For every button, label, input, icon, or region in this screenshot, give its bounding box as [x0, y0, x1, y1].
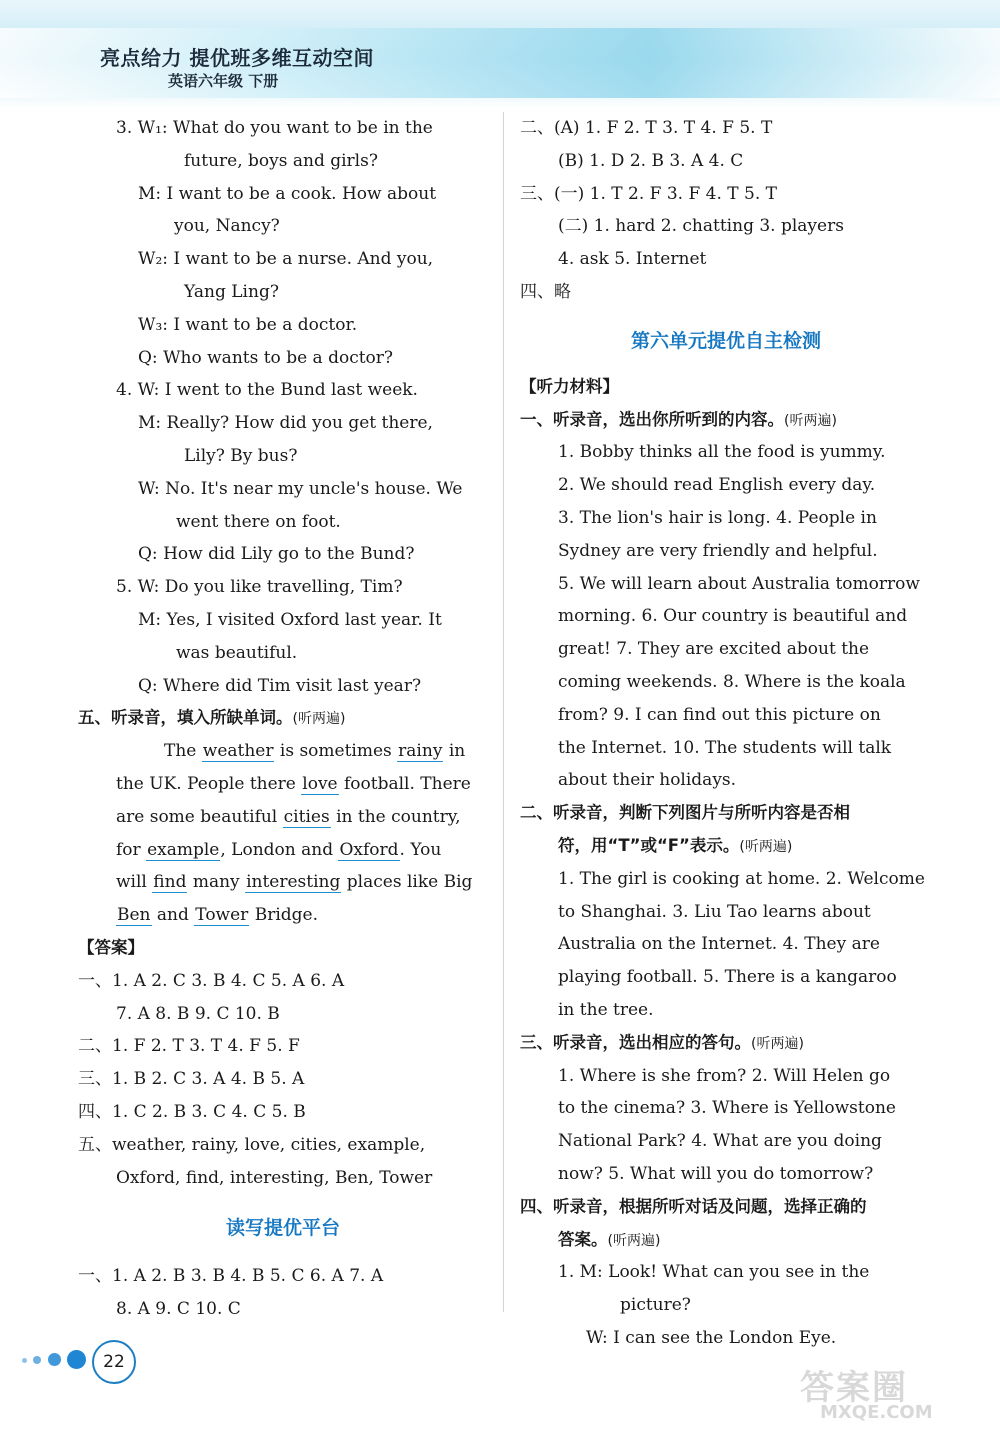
- decor-dot: [22, 1358, 27, 1363]
- text-line: the Internet. 10. The students will talk: [558, 737, 892, 758]
- passage-line: [78, 834, 488, 867]
- answer-line: (二) 1. hard 2. chatting 3. players: [558, 216, 844, 237]
- page-header: [0, 0, 1000, 108]
- section-note: (听两遍): [784, 412, 837, 429]
- answer-word: weather: [202, 741, 274, 762]
- answer-word: Tower: [195, 905, 249, 926]
- decor-dot: [33, 1356, 41, 1364]
- watermark-url: MXQE.COM: [820, 1402, 933, 1423]
- text-line: National Park? 4. What are you doing: [558, 1131, 882, 1152]
- section-heading-text: 一、听录音，选出你所听到的内容。: [520, 409, 784, 429]
- passage-text: , London and: [220, 839, 339, 860]
- section-heading: [520, 1224, 932, 1257]
- listening-tag: 【听力材料】: [520, 376, 619, 396]
- text-line: from? 9. I can find out this picture on: [558, 704, 881, 725]
- passage-text: in: [443, 741, 466, 762]
- text-line: Yang Ling?: [184, 281, 279, 302]
- text-line: W₂: I want to be a nurse. And you,: [138, 249, 434, 270]
- answer-word: Ben: [117, 905, 151, 926]
- section-heading-text: 三、听录音，选出相应的答句。: [520, 1032, 751, 1052]
- answer-line: 一、1. A 2. C 3. B 4. C 5. A 6. A: [78, 970, 345, 991]
- answer-line: 7. A 8. B 9. C 10. B: [116, 1003, 280, 1024]
- answer-line: Oxford, find, interesting, Ben, Tower: [116, 1167, 433, 1188]
- passage-line: [78, 899, 488, 932]
- text-line: Q: Where did Tim visit last year?: [138, 675, 422, 696]
- section-heading: [520, 1027, 932, 1060]
- section-heading: [78, 702, 488, 735]
- answer-word: rainy: [398, 741, 443, 762]
- text-line: Q: How did Lily go to the Bund?: [138, 544, 415, 565]
- answer-line: 三、1. B 2. C 3. A 4. B 5. A: [78, 1069, 305, 1090]
- passage-line: [78, 866, 488, 899]
- answers-tag: 【答案】: [78, 937, 144, 957]
- answer-line: 一、1. A 2. B 3. B 4. B 5. C 6. A 7. A: [78, 1266, 384, 1287]
- section-heading: 二、听录音，判断下列图片与所听内容是否相: [520, 803, 850, 823]
- text-line: was beautiful.: [176, 642, 298, 663]
- answer-line: 二、(A) 1. F 2. T 3. T 4. F 5. T: [520, 118, 773, 138]
- text-line: coming weekends. 8. Where is the koala: [558, 671, 906, 692]
- passage-line: [78, 801, 488, 834]
- text-line: playing football. 5. There is a kangaroo: [558, 967, 897, 988]
- text-line: future, boys and girls?: [184, 150, 378, 171]
- answer-word: Oxford: [339, 839, 399, 860]
- watermark-logo: 答案圈: [800, 1368, 908, 1408]
- header-title: 亮点给力 提优班多维互动空间: [100, 46, 374, 70]
- section-note: (听两遍): [751, 1035, 804, 1052]
- answer-line: 8. A 9. C 10. C: [116, 1299, 241, 1320]
- text-line: W: No. It's near my uncle's house. We: [138, 478, 463, 499]
- section-heading-text: 答案。: [558, 1229, 608, 1249]
- answer-line: 五、weather, rainy, love, cities, example,: [78, 1134, 426, 1155]
- answer-line: 四、略: [520, 281, 571, 302]
- text-line: M: Really? How did you get there,: [138, 413, 433, 434]
- answer-line: 四、1. C 2. B 3. C 4. C 5. B: [78, 1101, 306, 1122]
- text-line: you, Nancy?: [174, 216, 280, 237]
- page-number: 22: [92, 1340, 136, 1384]
- text-line: morning. 6. Our country is beautiful and: [558, 606, 908, 627]
- decor-dot: [48, 1353, 61, 1366]
- watermark: [800, 1360, 990, 1430]
- text-line: 3. The lion's hair is long. 4. People in: [558, 507, 877, 528]
- answer-line: 4. ask 5. Internet: [558, 249, 707, 270]
- text-line: in the tree.: [558, 999, 654, 1020]
- passage-text: places like Big: [341, 872, 473, 893]
- header-subtitle: 英语六年级 下册: [168, 72, 279, 90]
- text-line: 3. W₁: What do you want to be in the: [116, 118, 433, 138]
- left-column: [78, 112, 488, 1326]
- answer-word: find: [153, 872, 187, 893]
- passage-text: The: [164, 741, 202, 762]
- text-line: Australia on the Internet. 4. They are: [558, 934, 880, 955]
- section-note: (听两遍): [292, 711, 346, 728]
- text-line: 1. Bobby thinks all the food is yummy.: [558, 442, 886, 463]
- answer-line: 二、1. F 2. T 3. T 4. F 5. F: [78, 1036, 300, 1057]
- passage-line: [78, 768, 488, 801]
- passage-text: . You: [399, 839, 442, 860]
- text-line: now? 5. What will you do tomorrow?: [558, 1163, 874, 1184]
- right-column: [520, 112, 932, 1355]
- text-line: about their holidays.: [558, 770, 737, 791]
- section-heading: [520, 830, 932, 863]
- text-line: went there on foot.: [176, 511, 341, 532]
- text-line: 5. W: Do you like travelling, Tim?: [116, 577, 403, 598]
- section-heading: [520, 404, 932, 437]
- text-line: 4. W: I went to the Bund last week.: [116, 380, 418, 401]
- text-line: M: Yes, I visited Oxford last year. It: [138, 609, 442, 630]
- decor-dot: [67, 1350, 86, 1369]
- passage-text: the UK. People there: [116, 773, 302, 794]
- answer-word: example: [147, 839, 220, 860]
- answer-word: interesting: [246, 872, 341, 893]
- text-line: 1. The girl is cooking at home. 2. Welcome: [558, 868, 925, 889]
- text-line: Lily? By bus?: [184, 445, 298, 466]
- column-divider: [503, 112, 504, 1312]
- passage-text: is sometimes: [274, 741, 398, 762]
- text-line: 5. We will learn about Australia tomorrow: [558, 573, 920, 594]
- passage-text: are some beautiful: [116, 806, 283, 827]
- section-heading: 四、听录音，根据所听对话及问题，选择正确的: [520, 1196, 867, 1216]
- text-line: Q: Who wants to be a doctor?: [138, 347, 394, 368]
- unit-title: 第六单元提优自主检测: [630, 329, 821, 352]
- section-title-platform: 读写提优平台: [225, 1217, 340, 1240]
- section-heading-text: 五、听录音，填入所缺单词。: [78, 708, 293, 728]
- section-heading-text: 符，用“T”或“F”表示。: [558, 835, 740, 855]
- text-line: M: I want to be a cook. How about: [138, 183, 437, 204]
- text-line: great! 7. They are excited about the: [558, 639, 870, 660]
- answer-word: love: [302, 773, 338, 794]
- passage-text: Bridge.: [249, 905, 318, 926]
- text-line: to Shanghai. 3. Liu Tao learns about: [558, 901, 871, 922]
- text-line: W: I can see the London Eye.: [586, 1327, 837, 1348]
- passage-line: [78, 735, 488, 768]
- answer-line: (B) 1. D 2. B 3. A 4. C: [558, 150, 744, 171]
- text-line: 1. Where is she from? 2. Will Helen go: [558, 1065, 891, 1086]
- text-line: 1. M: Look! What can you see in the: [558, 1262, 870, 1283]
- text-line: 2. We should read English every day.: [558, 475, 876, 496]
- text-line: W₃: I want to be a doctor.: [138, 314, 358, 335]
- passage-text: will: [116, 872, 153, 893]
- passage-text: and: [151, 905, 195, 926]
- passage-text: for: [116, 839, 147, 860]
- answer-word: cities: [283, 806, 330, 827]
- text-line: picture?: [620, 1295, 691, 1316]
- text-line: Sydney are very friendly and helpful.: [558, 540, 878, 561]
- section-note: (听两遍): [739, 838, 793, 855]
- passage-text: in the country,: [330, 806, 461, 827]
- section-note: (听两遍): [607, 1232, 661, 1249]
- answer-line: 三、(一) 1. T 2. F 3. F 4. T 5. T: [520, 183, 778, 204]
- passage-text: many: [187, 872, 246, 893]
- text-line: to the cinema? 3. Where is Yellowstone: [558, 1098, 896, 1119]
- passage-text: football. There: [338, 773, 471, 794]
